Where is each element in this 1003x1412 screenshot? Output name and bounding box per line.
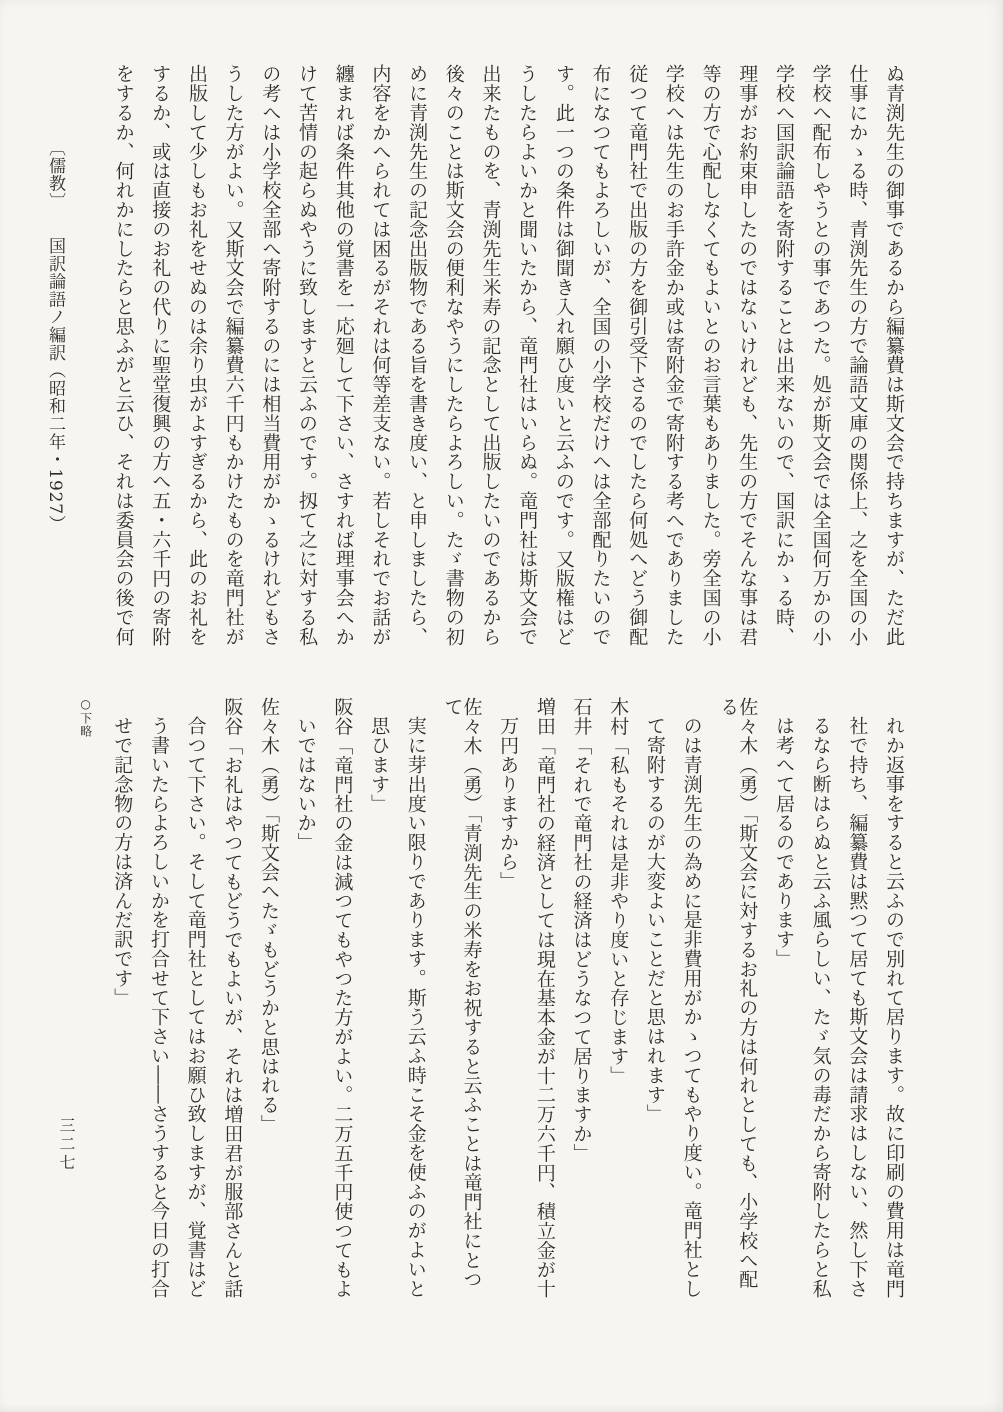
- text-column: 阪谷「竜門社の金は減つてもやつた方がよい。二万五千円使つてもよ: [331, 697, 354, 1299]
- text-column: 佐々木（勇）「斯文会へたゞもどうかと思はれる」: [258, 697, 280, 1134]
- text-column: 従つて竜門社で出版の方を御引受下さるのでしたら何処へどう御配: [626, 64, 649, 646]
- text-column: 学校へ配布しやうとの事であつた。処が斯文会では全国何万かの小: [809, 64, 832, 646]
- text-column: 出版して少しもお礼をせぬのは余り虫がよすぎるから、此のお礼を: [185, 64, 208, 646]
- text-column: けて苦情の起らぬやうに致しますと云ふのです。扨て之に対する私: [296, 64, 318, 646]
- text-column: いではないか」: [294, 716, 317, 852]
- text-column: 佐々木（勇）「斯文会に対するお礼の方は何れとしても、小学校へ配る: [717, 697, 759, 1289]
- text-column: 内容をかへられては困るがそれは何等差支ない。若しそれでお話が: [369, 64, 392, 646]
- text-column: う書いたらよろしいかを打合せて下さい――さうすると今日の打合: [147, 716, 170, 1298]
- text-column: れか返事をすると云ふので別れて居ります。故に印刷の費用は竜門: [883, 716, 905, 1298]
- text-column: 学校へ国訳論語を寄附することは出来ないので、国訳にかゝる時、: [772, 64, 795, 646]
- text-column: のは青渕先生の為めに是非費用がかゝつてもやり度い。竜門社とし: [680, 716, 703, 1298]
- text-column: 思ひます」: [368, 716, 391, 813]
- text-band-lower: [58, 697, 903, 1299]
- text-column: 等の方で心配しなくてもよいとのお言葉もありました。旁全国の小: [699, 64, 722, 646]
- page-number: 三二七: [57, 1117, 76, 1173]
- text-column: めに青渕先生の記念出版物である旨を書き度い、と申しましたら、: [406, 64, 429, 646]
- text-column: 後々のことは斯文会の便利なやうにしたらよろしい。たゞ書物の初: [442, 64, 465, 646]
- omission-note-column: ○下略: [78, 697, 93, 738]
- text-column: 出来たものを、青渕先生米寿の記念として出版したいのであるから: [479, 64, 502, 646]
- text-column: の考へは小学校全部へ寄附するのには相当費用がかゝるけれどもさ: [259, 64, 282, 646]
- text-column: 布になつてもよろしいが、全国の小学校だけへは全部配りたいので: [589, 64, 612, 646]
- text-column: 理事がお約束申したのではないけれども、先生の方でそんな事は君: [736, 64, 759, 646]
- text-column: 石井「それで竜門社の経済はどうなつて居りますか」: [570, 697, 593, 1163]
- text-column: するか、或は直接のお礼の代りに聖堂復興の方へ五・六千円の寄附: [149, 64, 172, 646]
- text-column: 増田「竜門社の経済としては現在基本金が十二万六千円、積立金が十: [533, 697, 556, 1299]
- text-column: 実に芽出度い限りであります。斯う云ふ時こそ金を使ふのがよいと: [404, 716, 427, 1298]
- text-column: 学校へは先生のお手許金か或は寄附金で寄附する考へでありました: [662, 64, 685, 646]
- running-header: [46, 139, 63, 579]
- text-column: をするか、何れかにしたらと思ふがと云ひ、それは委員会の後で何: [112, 64, 135, 646]
- header-title: 国訳論語ノ編訳（昭和二年・1927）: [45, 237, 65, 533]
- text-column: 佐々木（勇）「青渕先生の米寿をお祝すると云ふことは竜門社にとつて: [441, 697, 483, 1289]
- text-column: 阪谷「お礼はやつてもどうでもよいが、それは増田君が服部さんと話: [221, 697, 244, 1299]
- text-column: は考へて居るのであります」: [772, 716, 795, 969]
- text-column: うした方がよい。又斯文会で編纂費六千円もかけたものを竜門社が: [222, 64, 245, 646]
- text-column: 社で持ち、編纂費は黙つて居ても斯文会は請求はしない、然し下さ: [846, 716, 869, 1298]
- text-column: 木村「私もそれは是非やり度いと存じます」: [607, 697, 630, 1085]
- text-column: 仕事にかゝる時、青渕先生の方で論語文庫の関係上、之を全国の小: [846, 64, 869, 646]
- text-column: 纏まれば条件其他の覚書を一応廻して下さい、さすれば理事会へか: [332, 64, 355, 646]
- text-column: うしたらよいかと聞いたから、竜門社はいらぬ。竜門社は斯文会で: [516, 64, 539, 646]
- text-column: せで記念物の方は済んだ訳です」: [111, 716, 134, 1007]
- text-column: るなら断はらぬと云ふ風らしい、たゞ気の毒だから寄附したらと私: [809, 716, 832, 1298]
- text-column: ぬ青渕先生の御事であるから編纂費は斯文会で持ちますが、ただ此: [883, 64, 905, 646]
- text-column: 合つて下さい。そして竜門社としてはお願ひ致しますが、覚書はど: [184, 716, 207, 1298]
- text-column: す。此一つの条件は御聞き入れ願ひ度いと云ふのです。又版権はど: [552, 64, 575, 646]
- text-column: て寄附するのが大変よいことだと思はれます」: [643, 716, 666, 1124]
- header-category: 〔儒教〕: [45, 139, 65, 211]
- text-band-upper: [96, 64, 903, 654]
- text-column: 万円ありますから」: [497, 716, 520, 891]
